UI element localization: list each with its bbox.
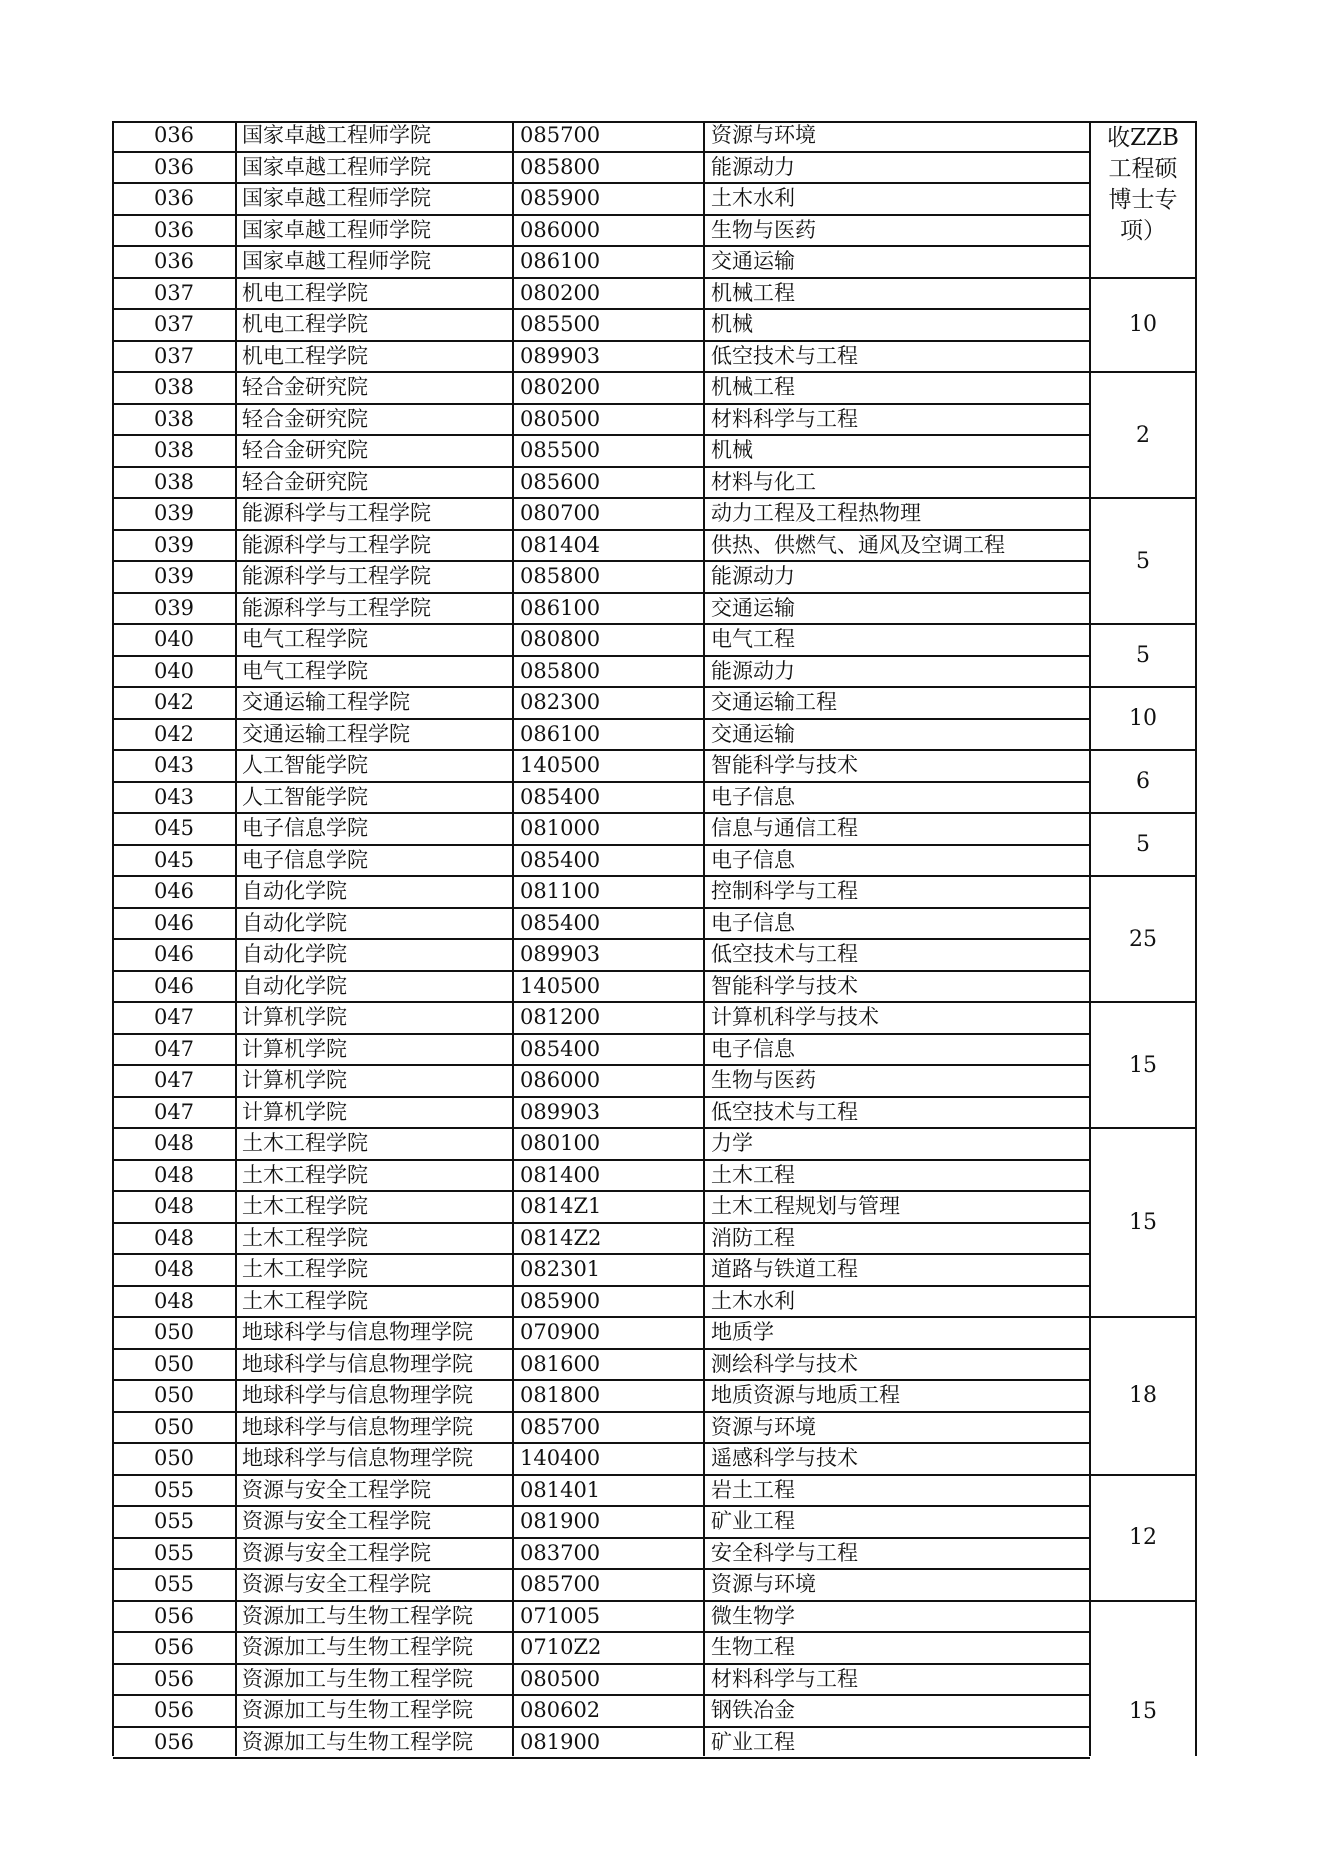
table-row [113, 373, 1090, 405]
major-code-cell: 085400 [520, 910, 601, 935]
college-name-cell: 地球科学与信息物理学院 [242, 1414, 473, 1439]
major-code-cell: 085400 [520, 1036, 601, 1061]
table-row [113, 1192, 1090, 1224]
college-name-cell: 地球科学与信息物理学院 [242, 1320, 473, 1344]
quota-cell: 10 [1090, 279, 1196, 374]
major-name-cell: 机械 [711, 438, 753, 462]
college-code-cell: 038 [153, 375, 195, 399]
table-row [113, 1665, 1090, 1697]
college-name-cell: 资源加工与生物工程学院 [242, 1635, 473, 1659]
college-name-cell: 土木工程学院 [242, 1131, 368, 1155]
major-name-cell: 资源与环境 [711, 1572, 816, 1596]
quota-cell: 10 [1090, 688, 1196, 751]
college-code-cell: 050 [153, 1351, 195, 1376]
major-name-cell: 材料与化工 [711, 469, 816, 494]
college-code-cell: 047 [153, 1036, 195, 1061]
table-row [113, 405, 1090, 437]
major-code-cell: 086000 [520, 217, 601, 242]
table-row [113, 1066, 1090, 1098]
table-row [113, 1507, 1090, 1539]
table-row [113, 279, 1090, 311]
major-name-cell: 生物工程 [711, 1635, 795, 1659]
college-code-cell: 048 [153, 1131, 195, 1155]
college-name-cell: 交通运输工程学院 [242, 721, 410, 746]
college-code-cell: 038 [153, 469, 195, 494]
major-name-cell: 电子信息 [711, 784, 795, 809]
major-code-cell: 080700 [520, 501, 601, 525]
college-code-cell: 037 [153, 343, 195, 368]
college-name-cell: 自动化学院 [242, 973, 347, 998]
table-row [113, 1602, 1090, 1634]
major-code-cell: 080200 [520, 375, 601, 399]
column-divider-major-name [703, 121, 705, 1756]
table-row [113, 783, 1090, 815]
major-code-cell: 140400 [520, 1446, 601, 1470]
college-code-cell: 039 [153, 501, 195, 525]
table-row [113, 468, 1090, 500]
major-name-cell: 能源动力 [711, 564, 795, 588]
major-name-cell: 控制科学与工程 [711, 879, 858, 903]
college-name-cell: 土木工程学院 [242, 1194, 368, 1218]
major-code-cell: 085800 [520, 154, 601, 179]
table-row [113, 1696, 1090, 1728]
college-name-cell: 电子信息学院 [242, 847, 368, 872]
major-code-cell: 081800 [520, 1383, 601, 1407]
table-row [113, 247, 1090, 279]
college-name-cell: 土木工程学院 [242, 1162, 368, 1187]
college-code-cell: 048 [153, 1194, 195, 1218]
college-code-cell: 042 [153, 721, 195, 746]
column-divider-college [235, 121, 237, 1756]
college-code-cell: 036 [153, 186, 195, 210]
college-name-cell: 人工智能学院 [242, 784, 368, 809]
table-row [113, 1539, 1090, 1571]
college-name-cell: 资源加工与生物工程学院 [242, 1666, 473, 1691]
major-code-cell: 080200 [520, 280, 601, 305]
major-code-cell: 089903 [520, 1099, 601, 1124]
major-name-cell: 电子信息 [711, 1036, 795, 1061]
college-code-cell: 048 [153, 1225, 195, 1250]
table-row [113, 972, 1090, 1004]
major-name-cell: 钢铁冶金 [711, 1698, 795, 1722]
major-code-cell: 085700 [520, 1414, 601, 1439]
table-row [113, 184, 1090, 216]
college-code-cell: 036 [153, 154, 195, 179]
college-name-cell: 土木工程学院 [242, 1288, 368, 1313]
college-code-cell: 036 [153, 123, 195, 147]
major-code-cell: 085600 [520, 469, 601, 494]
table-row [113, 1129, 1090, 1161]
college-code-cell: 036 [153, 249, 195, 273]
major-code-cell: 086000 [520, 1068, 601, 1092]
major-name-cell: 能源动力 [711, 154, 795, 179]
quota-cell: 18 [1090, 1318, 1196, 1476]
major-name-cell: 土木水利 [711, 186, 795, 210]
college-name-cell: 计算机学院 [242, 1036, 347, 1061]
college-code-cell: 038 [153, 406, 195, 431]
major-code-cell: 081400 [520, 1162, 601, 1187]
major-code-cell: 080800 [520, 627, 601, 651]
major-code-cell: 085500 [520, 438, 601, 462]
college-code-cell: 042 [153, 690, 195, 714]
college-name-cell: 机电工程学院 [242, 343, 368, 368]
college-name-cell: 自动化学院 [242, 910, 347, 935]
college-code-cell: 047 [153, 1005, 195, 1029]
college-name-cell: 资源加工与生物工程学院 [242, 1698, 473, 1722]
major-code-cell: 085700 [520, 1572, 601, 1596]
college-code-cell: 055 [153, 1509, 195, 1533]
college-name-cell: 电气工程学院 [242, 658, 368, 683]
major-code-cell: 086100 [520, 721, 601, 746]
major-name-cell: 微生物学 [711, 1603, 795, 1628]
table-row [113, 625, 1090, 657]
major-name-cell: 生物与医药 [711, 217, 816, 242]
major-name-cell: 低空技术与工程 [711, 1099, 858, 1124]
major-code-cell: 085500 [520, 312, 601, 336]
college-name-cell: 土木工程学院 [242, 1225, 368, 1250]
college-code-cell: 056 [153, 1698, 195, 1722]
college-code-cell: 046 [153, 942, 195, 966]
college-code-cell: 048 [153, 1257, 195, 1281]
college-name-cell: 资源与安全工程学院 [242, 1509, 431, 1533]
college-code-cell: 043 [153, 753, 195, 777]
table-row [113, 1035, 1090, 1067]
college-name-cell: 自动化学院 [242, 879, 347, 903]
table-row [113, 877, 1090, 909]
college-name-cell: 国家卓越工程师学院 [242, 154, 431, 179]
quota-cell: 5 [1090, 625, 1196, 688]
column-divider-quota [1089, 121, 1091, 1756]
major-code-cell: 085400 [520, 847, 601, 872]
college-name-cell: 轻合金研究院 [242, 438, 368, 462]
major-name-cell: 电子信息 [711, 910, 795, 935]
college-code-cell: 039 [153, 532, 195, 557]
major-name-cell: 机械工程 [711, 280, 795, 305]
major-name-cell: 消防工程 [711, 1225, 795, 1250]
college-name-cell: 机电工程学院 [242, 312, 368, 336]
college-name-cell: 电气工程学院 [242, 627, 368, 651]
college-code-cell: 037 [153, 312, 195, 336]
table-row [113, 1318, 1090, 1350]
table-row [113, 153, 1090, 185]
college-code-cell: 055 [153, 1572, 195, 1596]
college-code-cell: 045 [153, 816, 195, 840]
college-code-cell: 055 [153, 1477, 195, 1502]
major-name-cell: 材料科学与工程 [711, 1666, 858, 1691]
major-name-cell: 矿业工程 [711, 1509, 795, 1533]
college-name-cell: 资源与安全工程学院 [242, 1572, 431, 1596]
college-code-cell: 037 [153, 280, 195, 305]
college-code-cell: 038 [153, 438, 195, 462]
major-name-cell: 交通运输 [711, 249, 795, 273]
major-name-cell: 材料科学与工程 [711, 406, 858, 431]
college-name-cell: 自动化学院 [242, 942, 347, 966]
major-name-cell: 机械工程 [711, 375, 795, 399]
college-name-cell: 资源加工与生物工程学院 [242, 1603, 473, 1628]
major-code-cell: 085700 [520, 123, 601, 147]
table-row [113, 688, 1090, 720]
major-code-cell: 0710Z2 [520, 1635, 602, 1659]
college-name-cell: 轻合金研究院 [242, 375, 368, 399]
major-name-cell: 交通运输工程 [711, 690, 837, 714]
college-name-cell: 地球科学与信息物理学院 [242, 1446, 473, 1470]
major-name-cell: 信息与通信工程 [711, 816, 858, 840]
college-code-cell: 046 [153, 879, 195, 903]
major-code-cell: 086100 [520, 249, 601, 273]
table-row [113, 1287, 1090, 1319]
table-row [113, 342, 1090, 374]
column-divider-left [112, 121, 114, 1756]
quota-cell: 5 [1090, 499, 1196, 625]
college-name-cell: 国家卓越工程师学院 [242, 186, 431, 210]
major-code-cell: 081100 [520, 879, 601, 903]
table-row [113, 1728, 1090, 1760]
quota-cell: 25 [1090, 877, 1196, 1003]
quota-cell: 15 [1090, 1003, 1196, 1129]
college-name-cell: 地球科学与信息物理学院 [242, 1351, 473, 1376]
major-code-cell: 081401 [520, 1477, 601, 1502]
quota-cell: 15 [1129, 1699, 1157, 1725]
major-name-cell: 计算机科学与技术 [711, 1005, 879, 1029]
major-code-cell: 0814Z2 [520, 1225, 602, 1250]
table-row [113, 310, 1090, 342]
table-row [113, 1161, 1090, 1193]
college-code-cell: 047 [153, 1099, 195, 1124]
college-code-cell: 056 [153, 1635, 195, 1659]
major-name-cell: 能源动力 [711, 658, 795, 683]
college-code-cell: 046 [153, 910, 195, 935]
college-name-cell: 国家卓越工程师学院 [242, 123, 431, 147]
major-code-cell: 081600 [520, 1351, 601, 1376]
college-name-cell: 人工智能学院 [242, 753, 368, 777]
table-row [113, 1003, 1090, 1035]
college-name-cell: 能源科学与工程学院 [242, 564, 431, 588]
college-code-cell: 040 [153, 658, 195, 683]
college-code-cell: 048 [153, 1162, 195, 1187]
major-name-cell: 资源与环境 [711, 123, 816, 147]
major-code-cell: 081404 [520, 532, 601, 557]
major-code-cell: 081900 [520, 1729, 601, 1754]
major-name-cell: 电子信息 [711, 847, 795, 872]
college-name-cell: 能源科学与工程学院 [242, 532, 431, 557]
major-name-cell: 低空技术与工程 [711, 343, 858, 368]
major-name-cell: 资源与环境 [711, 1414, 816, 1439]
college-name-cell: 资源加工与生物工程学院 [242, 1729, 473, 1754]
college-code-cell: 036 [153, 217, 195, 242]
college-code-cell: 056 [153, 1603, 195, 1628]
college-code-cell: 046 [153, 973, 195, 998]
college-code-cell: 039 [153, 564, 195, 588]
major-name-cell: 低空技术与工程 [711, 942, 858, 966]
column-divider-major-code [512, 121, 514, 1756]
major-name-cell: 供热、供燃气、通风及空调工程 [711, 532, 1005, 557]
college-code-cell: 050 [153, 1446, 195, 1470]
major-code-cell: 082300 [520, 690, 601, 714]
table-row [113, 940, 1090, 972]
major-name-cell: 力学 [711, 1131, 753, 1155]
college-code-cell: 050 [153, 1320, 195, 1344]
college-name-cell: 资源与安全工程学院 [242, 1477, 431, 1502]
college-name-cell: 电子信息学院 [242, 816, 368, 840]
major-code-cell: 0814Z1 [520, 1194, 602, 1218]
major-name-cell: 电气工程 [711, 627, 795, 651]
major-code-cell: 140500 [520, 753, 601, 777]
quota-note: 收ZZB工程硕博士专项） [1090, 121, 1196, 279]
major-code-cell: 089903 [520, 343, 601, 368]
table-row [113, 751, 1090, 783]
college-name-cell: 土木工程学院 [242, 1257, 368, 1281]
college-name-cell: 国家卓越工程师学院 [242, 249, 431, 273]
major-code-cell: 085800 [520, 564, 601, 588]
major-name-cell: 智能科学与技术 [711, 973, 858, 998]
major-code-cell: 081200 [520, 1005, 601, 1029]
major-code-cell: 089903 [520, 942, 601, 966]
table-row [113, 720, 1090, 752]
table-row [113, 1381, 1090, 1413]
quota-cell: 15 [1090, 1129, 1196, 1318]
college-name-cell: 轻合金研究院 [242, 469, 368, 494]
major-name-cell: 交通运输 [711, 595, 795, 620]
quota-cell: 6 [1090, 751, 1196, 814]
table-row [113, 562, 1090, 594]
table-row [113, 1350, 1090, 1382]
major-name-cell: 矿业工程 [711, 1729, 795, 1754]
table-row [113, 1413, 1090, 1445]
college-name-cell: 地球科学与信息物理学院 [242, 1383, 473, 1407]
major-name-cell: 智能科学与技术 [711, 753, 858, 777]
major-name-cell: 地质学 [711, 1320, 774, 1344]
table-row [113, 814, 1090, 846]
table-row [113, 1633, 1090, 1665]
major-code-cell: 085400 [520, 784, 601, 809]
major-name-cell: 道路与铁道工程 [711, 1257, 858, 1281]
major-name-cell: 机械 [711, 312, 753, 336]
college-name-cell: 交通运输工程学院 [242, 690, 410, 714]
table-row [113, 499, 1090, 531]
college-code-cell: 056 [153, 1666, 195, 1691]
major-name-cell: 遥感科学与技术 [711, 1446, 858, 1470]
quota-cell: 5 [1090, 814, 1196, 877]
major-code-cell: 081000 [520, 816, 601, 840]
major-code-cell: 080100 [520, 1131, 601, 1155]
major-code-cell: 081900 [520, 1509, 601, 1533]
table-row [113, 121, 1090, 153]
table-row [113, 531, 1090, 563]
major-name-cell: 岩土工程 [711, 1477, 795, 1502]
major-code-cell: 080500 [520, 406, 601, 431]
table-row [113, 909, 1090, 941]
college-name-cell: 能源科学与工程学院 [242, 595, 431, 620]
college-name-cell: 计算机学院 [242, 1099, 347, 1124]
college-code-cell: 056 [153, 1729, 195, 1754]
enrollment-table [113, 121, 1196, 1756]
major-name-cell: 地质资源与地质工程 [711, 1383, 900, 1407]
college-code-cell: 039 [153, 595, 195, 620]
major-code-cell: 080500 [520, 1666, 601, 1691]
table-row [113, 436, 1090, 468]
table-row [113, 594, 1090, 626]
college-name-cell: 资源与安全工程学院 [242, 1540, 431, 1565]
table-row [113, 1255, 1090, 1287]
major-code-cell: 082301 [520, 1257, 601, 1281]
college-code-cell: 055 [153, 1540, 195, 1565]
quota-cell: 12 [1090, 1476, 1196, 1602]
college-code-cell: 045 [153, 847, 195, 872]
quota-cell: 2 [1090, 373, 1196, 499]
college-code-cell: 047 [153, 1068, 195, 1092]
major-name-cell: 土木工程规划与管理 [711, 1194, 900, 1218]
college-code-cell: 048 [153, 1288, 195, 1313]
major-code-cell: 085800 [520, 658, 601, 683]
college-code-cell: 040 [153, 627, 195, 651]
major-code-cell: 140500 [520, 973, 601, 998]
table-row [113, 216, 1090, 248]
major-name-cell: 安全科学与工程 [711, 1540, 858, 1565]
major-code-cell: 070900 [520, 1320, 601, 1344]
college-code-cell: 043 [153, 784, 195, 809]
table-row [113, 1444, 1090, 1476]
major-code-cell: 071005 [520, 1603, 601, 1628]
major-name-cell: 生物与医药 [711, 1068, 816, 1092]
college-name-cell: 计算机学院 [242, 1068, 347, 1092]
column-divider-right [1195, 121, 1197, 1756]
college-name-cell: 机电工程学院 [242, 280, 368, 305]
major-code-cell: 085900 [520, 186, 601, 210]
table-row [113, 846, 1090, 878]
table-row [113, 1098, 1090, 1130]
major-name-cell: 测绘科学与技术 [711, 1351, 858, 1376]
table-row [113, 1476, 1090, 1508]
table-row [113, 1224, 1090, 1256]
college-code-cell: 050 [153, 1414, 195, 1439]
college-name-cell: 计算机学院 [242, 1005, 347, 1029]
college-name-cell: 轻合金研究院 [242, 406, 368, 431]
table-row [113, 1570, 1090, 1602]
college-code-cell: 050 [153, 1383, 195, 1407]
college-name-cell: 国家卓越工程师学院 [242, 217, 431, 242]
major-code-cell: 086100 [520, 595, 601, 620]
major-name-cell: 动力工程及工程热物理 [711, 501, 921, 525]
major-name-cell: 土木工程 [711, 1162, 795, 1187]
major-code-cell: 080602 [520, 1698, 601, 1722]
major-code-cell: 083700 [520, 1540, 601, 1565]
major-name-cell: 土木水利 [711, 1288, 795, 1313]
major-code-cell: 085900 [520, 1288, 601, 1313]
table-row [113, 657, 1090, 689]
major-name-cell: 交通运输 [711, 721, 795, 746]
college-name-cell: 能源科学与工程学院 [242, 501, 431, 525]
